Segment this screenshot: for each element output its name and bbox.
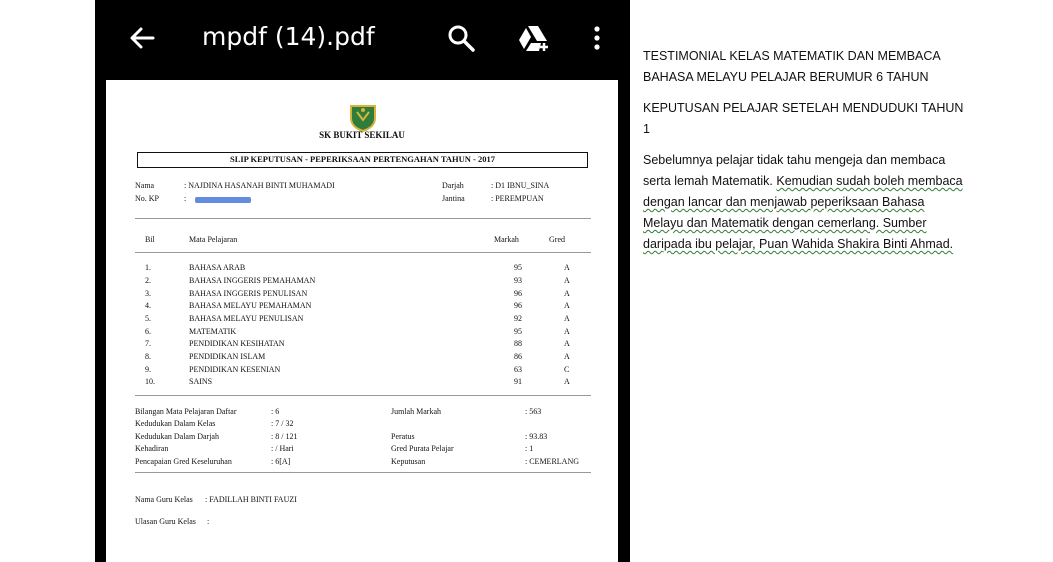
summary-value: : 7 / 32 <box>271 419 294 428</box>
row-marks: 93 <box>514 276 522 285</box>
summary-value: : 6[A] <box>271 457 291 466</box>
summary-label: Gred Purata Pelajar <box>391 444 454 453</box>
kp-value: : <box>184 194 187 203</box>
row-subject: BAHASA ARAB <box>189 263 246 272</box>
header-subject: Mata Pelajaran <box>189 235 238 244</box>
row-num: 10. <box>145 377 155 386</box>
summary-value: : CEMERLANG <box>525 457 579 466</box>
slip-title: SLIP KEPUTUSAN - PEPERIKSAAN PERTENGAHAN TAHUN - 2017 <box>137 152 588 168</box>
remarks-value: : <box>207 517 210 526</box>
gender-label: Jantina <box>442 194 465 203</box>
table-bottom-rule <box>135 395 591 396</box>
row-num: 8. <box>145 352 151 361</box>
school-name: SK BUKIT SEKILAU <box>319 130 405 140</box>
school-crest-icon <box>347 102 379 132</box>
row-subject: BAHASA INGGERIS PEMAHAMAN <box>189 276 316 285</box>
teacher-value: : FADILLAH BINTI FAUZI <box>205 495 297 504</box>
more-vert-icon[interactable] <box>587 24 607 54</box>
row-num: 1. <box>145 263 151 272</box>
summary-value: : 93.83 <box>525 432 548 441</box>
row-grade: A <box>564 352 570 361</box>
row-marks: 95 <box>514 327 522 336</box>
row-subject: PENDIDIKAN KESENIAN <box>189 365 281 374</box>
row-subject: BAHASA MELAYU PENULISAN <box>189 314 304 323</box>
row-grade: A <box>564 314 570 323</box>
row-marks: 95 <box>514 263 522 272</box>
summary-label: Kedudukan Dalam Darjah <box>135 432 219 441</box>
summary-value: : / Hari <box>271 444 294 453</box>
row-subject: BAHASA MELAYU PEMAHAMAN <box>189 301 312 310</box>
google-drive-add-icon[interactable] <box>517 24 551 54</box>
summary-label: Bilangan Mata Pelajaran Daftar <box>135 407 237 416</box>
caption-subheading: KEPUTUSAN PELAJAR SETELAH MENDUDUKI TAHUN 1 <box>643 101 964 136</box>
row-num: 4. <box>145 301 151 310</box>
row-grade: A <box>564 263 570 272</box>
row-grade: C <box>564 365 570 374</box>
class-label: Darjah <box>442 181 464 190</box>
row-num: 3. <box>145 289 151 298</box>
caption-body <box>643 150 968 255</box>
row-grade: A <box>564 276 570 285</box>
summary-value: : 563 <box>525 407 542 416</box>
summary-label: Pencapaian Gred Keseluruhan <box>135 457 232 466</box>
summary-value: : 6 <box>271 407 280 416</box>
kp-label: No. KP <box>135 194 160 203</box>
pdf-viewer-app <box>95 0 630 562</box>
summary-value: : 1 <box>525 444 534 453</box>
pdf-page[interactable] <box>106 80 618 562</box>
caption-body-marked: Kemudian sudah boleh membaca dengan lancar dan menjawab peperiksaan Bahasa Melayu dan Matematik dengan cemerlang. Sumber daripada ibu pelajar, Puan Wahida Shakira Binti Ahmad. <box>643 174 963 251</box>
row-grade: A <box>564 339 570 348</box>
redaction-mark <box>195 197 251 203</box>
row-num: 6. <box>145 327 151 336</box>
summary-label: Kehadiran <box>135 444 169 453</box>
name-label: Nama <box>135 181 155 190</box>
row-subject: MATEMATIK <box>189 327 237 336</box>
row-grade: A <box>564 377 570 386</box>
row-subject: SAINS <box>189 377 213 386</box>
teacher-label: Nama Guru Kelas <box>135 495 193 504</box>
row-grade: A <box>564 301 570 310</box>
header-num: Bil <box>145 235 155 244</box>
gender-value: : PEREMPUAN <box>491 194 544 203</box>
summary-value: : 8 / 121 <box>271 432 298 441</box>
row-marks: 96 <box>514 301 522 310</box>
summary-label: Kedudukan Dalam Kelas <box>135 419 216 428</box>
caption-body-plain: Sebelumnya pelajar tidak tahu mengeja dan membaca serta lemah Matematik. <box>643 153 946 188</box>
remarks-label: Ulasan Guru Kelas <box>135 517 196 526</box>
row-num: 2. <box>145 276 151 285</box>
row-marks: 63 <box>514 365 522 374</box>
summary-label: Jumlah Markah <box>391 407 441 416</box>
row-marks: 96 <box>514 289 522 298</box>
row-marks: 92 <box>514 314 522 323</box>
row-grade: A <box>564 289 570 298</box>
row-num: 5. <box>145 314 151 323</box>
summary-rule <box>135 472 591 473</box>
row-grade: A <box>564 327 570 336</box>
row-num: 7. <box>145 339 151 348</box>
summary-label: Peratus <box>391 432 415 441</box>
table-top-rule <box>135 218 591 219</box>
name-value: : NAJDINA HASANAH BINTI MUHAMADI <box>184 181 335 190</box>
search-icon[interactable] <box>447 24 477 54</box>
app-bar <box>95 0 630 80</box>
back-arrow-icon[interactable] <box>127 24 159 52</box>
caption-heading: TESTIMONIAL KELAS MATEMATIK DAN MEMBACA BAHASA MELAYU PELAJAR BERUMUR 6 TAHUN <box>643 49 941 84</box>
row-marks: 91 <box>514 377 522 386</box>
header-rule <box>135 252 591 253</box>
row-marks: 88 <box>514 339 522 348</box>
row-marks: 86 <box>514 352 522 361</box>
summary-label: Keputusan <box>391 457 426 466</box>
document-title: mpdf (14).pdf <box>202 22 375 51</box>
row-subject: PENDIDIKAN ISLAM <box>189 352 266 361</box>
testimonial-caption <box>643 46 968 265</box>
class-value: : D1 IBNU_SINA <box>491 181 550 190</box>
row-subject: PENDIDIKAN KESIHATAN <box>189 339 285 348</box>
row-subject: BAHASA INGGERIS PENULISAN <box>189 289 308 298</box>
row-num: 9. <box>145 365 151 374</box>
header-grade: Gred <box>549 235 565 244</box>
header-marks: Markah <box>494 235 519 244</box>
